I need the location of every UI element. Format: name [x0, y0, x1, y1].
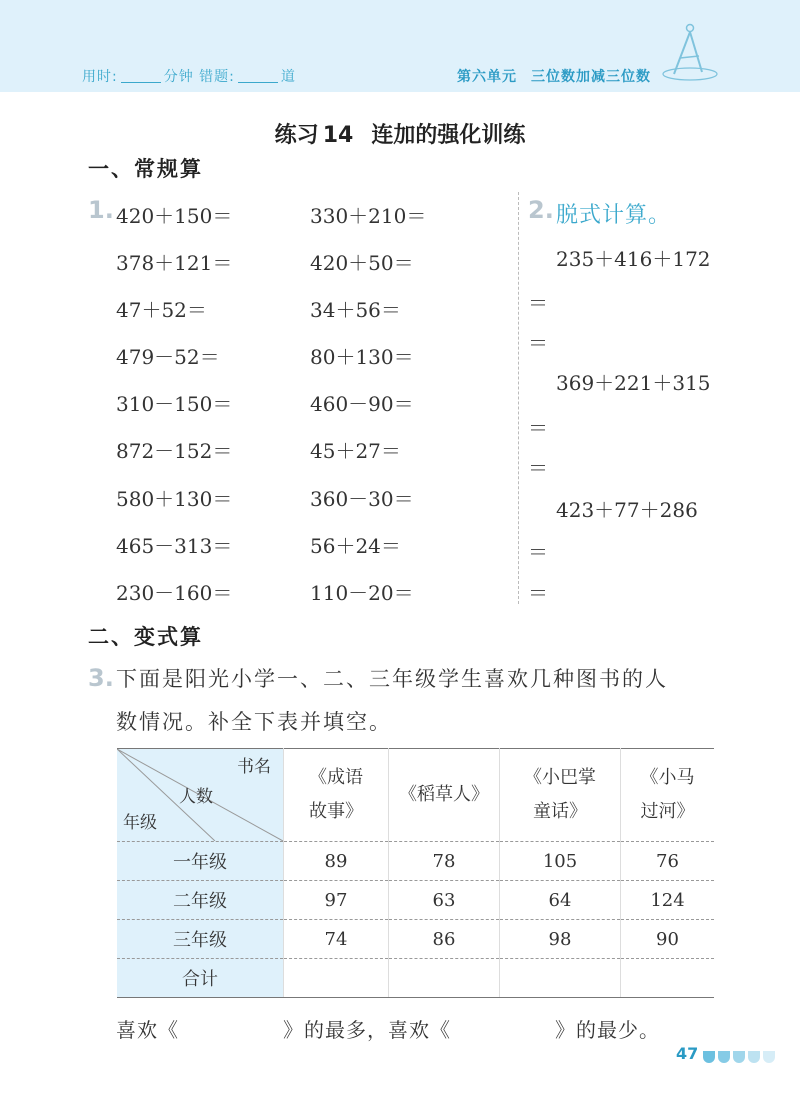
section-2-label: 二、变式算 — [88, 625, 203, 649]
page-number: 47 — [676, 1044, 699, 1063]
question-2-title: 脱式计算。 — [556, 203, 672, 228]
time-label: 用时: — [82, 69, 118, 85]
table-corner-cell — [117, 749, 284, 842]
q1-expr: 420＋50＝ — [310, 251, 414, 275]
time-blank[interactable] — [121, 68, 161, 83]
count-cell: 124 — [621, 881, 715, 920]
q2-equals: ＝ — [528, 416, 548, 440]
grade-cell: 二年级 — [117, 881, 284, 920]
books-table — [117, 748, 714, 998]
unit-name: 第六单元 — [457, 69, 517, 85]
title-text: 连加的强化训练 — [371, 123, 526, 148]
total-answer-cell[interactable] — [500, 959, 621, 998]
total-answer-cell[interactable] — [621, 959, 715, 998]
count-cell: 64 — [500, 881, 621, 920]
section-1-label: 一、常规算 — [88, 157, 203, 181]
fill-text-1: 喜欢《 — [116, 1018, 179, 1042]
q1-expr: 360－30＝ — [310, 487, 414, 511]
book-title-line1: 《成语 — [309, 767, 363, 788]
minute-unit: 分钟 — [163, 69, 194, 85]
book-title-line2: 过河》 — [640, 801, 695, 822]
errors-label: 错题: — [199, 69, 235, 85]
header-unit — [457, 66, 665, 86]
corner-grade-label: 年级 — [123, 813, 157, 833]
question-3-number: 3. — [88, 664, 114, 692]
table-row — [117, 881, 714, 920]
corner-books-label: 书名 — [237, 757, 271, 777]
count-cell: 63 — [389, 881, 500, 920]
q2-equals: ＝ — [528, 291, 548, 315]
table-row-total — [117, 959, 714, 998]
q2-expr: 235＋416＋172 — [556, 247, 711, 271]
count-cell: 86 — [389, 920, 500, 959]
dot-icon — [703, 1051, 715, 1063]
question-1-number: 1. — [88, 196, 114, 224]
q2-equals: ＝ — [528, 540, 548, 564]
header-time-errors — [82, 66, 296, 86]
book-title-line2: 故事》 — [309, 801, 363, 822]
page-title — [0, 118, 800, 149]
q1-expr: 45＋27＝ — [310, 439, 401, 463]
count-cell: 90 — [621, 920, 715, 959]
q1-expr: 330＋210＝ — [310, 204, 427, 228]
dot-icon — [733, 1051, 745, 1063]
question-3-text-line2: 数情况。补全下表并填空。 — [116, 710, 392, 734]
q2-equals: ＝ — [528, 331, 548, 355]
count-cell: 76 — [621, 842, 715, 881]
book-title-line1: 《小马 — [640, 767, 695, 788]
dot-icon — [763, 1051, 775, 1063]
dot-icon — [718, 1051, 730, 1063]
q1-expr: 34＋56＝ — [310, 298, 401, 322]
q2-equals: ＝ — [528, 456, 548, 480]
q1-expr: 479－52＝ — [116, 345, 220, 369]
table-row — [117, 842, 714, 881]
q1-expr: 80＋130＝ — [310, 345, 414, 369]
unit-topic: 三位数加减三位数 — [531, 69, 651, 85]
page-dots-decoration — [703, 1048, 778, 1067]
q2-expr: 369＋221＋315 — [556, 371, 711, 395]
table-row — [117, 920, 714, 959]
book-header-cell — [284, 749, 389, 842]
fill-text-3: 》的最少。 — [555, 1018, 660, 1042]
total-answer-cell[interactable] — [284, 959, 389, 998]
grade-cell: 一年级 — [117, 842, 284, 881]
fill-in-sentence — [116, 1014, 660, 1043]
grade-cell: 三年级 — [117, 920, 284, 959]
total-label-cell: 合计 — [117, 959, 284, 998]
q1-expr: 230－160＝ — [116, 581, 233, 605]
q2-equals: ＝ — [528, 581, 548, 605]
question-unit: 道 — [280, 69, 296, 85]
book-title-line2: 童话》 — [533, 801, 587, 822]
q1-expr: 378＋121＝ — [116, 251, 233, 275]
count-cell: 97 — [284, 881, 389, 920]
dot-icon — [748, 1051, 760, 1063]
errors-blank[interactable] — [238, 68, 278, 83]
count-cell: 98 — [500, 920, 621, 959]
count-cell: 89 — [284, 842, 389, 881]
q2-expr: 423＋77＋286 — [556, 498, 698, 522]
title-number: 14 — [322, 123, 354, 148]
q1-expr: 56＋24＝ — [310, 534, 401, 558]
q1-expr: 110－20＝ — [310, 581, 414, 605]
book-header-cell — [389, 749, 500, 842]
q1-expr: 872－152＝ — [116, 439, 233, 463]
q1-expr: 465－313＝ — [116, 534, 233, 558]
count-cell: 78 — [389, 842, 500, 881]
compass-icon — [660, 22, 720, 84]
q1-expr: 460－90＝ — [310, 392, 414, 416]
question-3-text-line1: 下面是阳光小学一、二、三年级学生喜欢几种图书的人 — [116, 667, 668, 691]
corner-people-label: 人数 — [179, 787, 213, 807]
fill-text-2: 》的最多，喜欢《 — [283, 1018, 451, 1042]
count-cell: 105 — [500, 842, 621, 881]
q1-expr: 47＋52＝ — [116, 298, 207, 322]
diagonal-header — [117, 749, 283, 841]
count-cell: 74 — [284, 920, 389, 959]
q1-expr: 580＋130＝ — [116, 487, 233, 511]
total-answer-cell[interactable] — [389, 959, 500, 998]
column-divider — [518, 192, 519, 604]
q1-expr: 420＋150＝ — [116, 204, 233, 228]
question-2-number: 2. — [528, 196, 554, 224]
book-title-line1: 《小巴掌 — [524, 767, 596, 788]
book-header-cell — [621, 749, 715, 842]
book-title-line1: 《稻草人》 — [399, 784, 489, 805]
q1-expr: 310－150＝ — [116, 392, 233, 416]
book-header-cell — [500, 749, 621, 842]
title-prefix: 练习 — [274, 123, 319, 148]
table-header-row — [117, 749, 714, 842]
